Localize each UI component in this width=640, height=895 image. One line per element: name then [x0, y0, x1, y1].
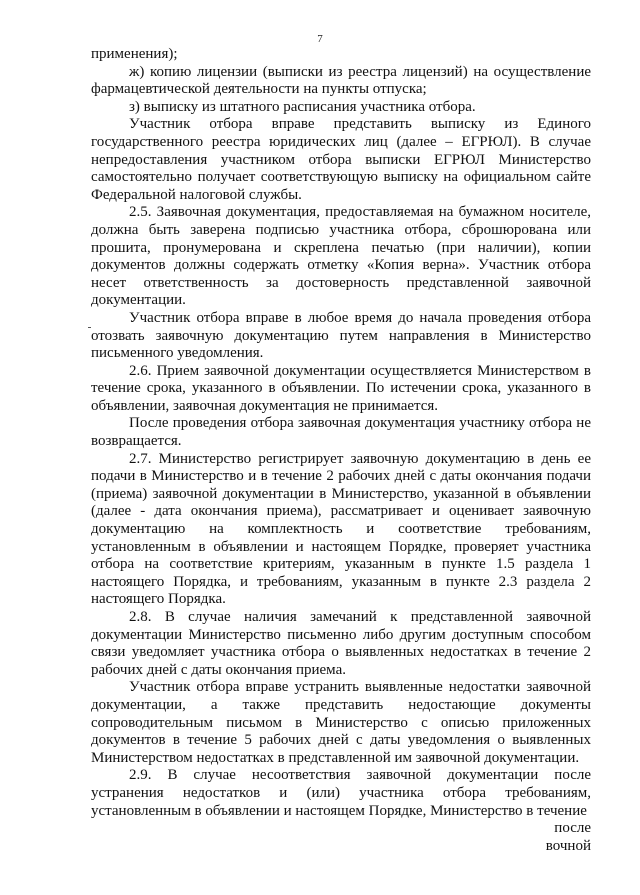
paragraph: вочной [545, 837, 591, 854]
page-number: 7 [317, 33, 323, 45]
paragraph: 2.5. Заявочная документация, предоставляемая на бумажном носителе, должна быть заверена подписью участника отбора, сброшюрована или прошита, пронумерована и скреплена печатью (при наличии), копии документов должны содержать отметку «Копия верна». Участник отбора несет ответственность за достоверность представленной заявочной документации. [91, 204, 591, 309]
paragraph: 2.6. Прием заявочной документации осуществляется Министерством в течение срока, указанного в объявлении. По истечении срока, указанного в объявлении, заявочная документация не принимается. [91, 362, 591, 414]
paragraph: Участник отбора вправе в любое время до начала проведения отбора отозвать заявочную документацию путем направления в Министерство письменного уведомления. [91, 309, 591, 362]
paragraph: Участник отбора вправе устранить выявленные недостатки заявочной документации, а также представить недостающие документы сопроводительным письмом в Министерство с описью приложенных документов в течение 5 рабочих дней с даты уведомления о выявленных Министерством недостатках в представленной им заявочной документации. [91, 679, 591, 766]
paragraph: ж) копию лицензии (выписки из реестра лицензий) на осуществление фармацевтической деятельности на пункты отпуска; [91, 63, 591, 98]
paragraph: После проведения отбора заявочная документация участнику отбора не возвращается. [91, 415, 591, 450]
paragraph: после [554, 820, 591, 837]
paragraph: 2.9. В случае несоответствия заявочной документации после устранения недостатков и (или) участника отбора требованиям, установленным в объявлении и настоящем Порядке, Министерство в течение [91, 767, 591, 819]
paragraph: 2.8. В случае наличия замечаний к представленной заявочной документации Министерство письменно либо другим доступным способом связи уведомляет участника отбора о выявленных недостатках в течение 2 рабочих дней с даты окончания приема. [91, 609, 591, 678]
paragraph: з) выписку из штатного расписания участника отбора. [129, 98, 476, 115]
paragraph: 2.7. Министерство регистрирует заявочную документацию в день ее подачи в Министерство и в течение 2 рабочих дней с даты окончания подачи (приема) заявочной документации в Министерство, указанной в объявлении (далее - дата окончания приема), рассматривает и оценивает заявочную документацию на комплектность и соответствие требованиям, установленным в объявлении и настоящем Порядке, проверяет участника отбора на соответствие критериям, указанным в пункте 1.5 раздела 1 настоящего Порядка, и требованиям, указанным в пункте 2.3 раздела 2 настоящего Порядка. [91, 450, 591, 608]
document-body [91, 46, 591, 855]
paragraph: Участник отбора вправе представить выписку из Единого государственного реестра юридических лиц (далее – ЕГРЮЛ). В случае непредоставления участником отбора выписки ЕГРЮЛ Министерство самостоятельно получает соответствующую выписку на официальном сайте Федеральной налоговой службы. [91, 116, 591, 203]
paragraph: применения); [91, 46, 178, 62]
